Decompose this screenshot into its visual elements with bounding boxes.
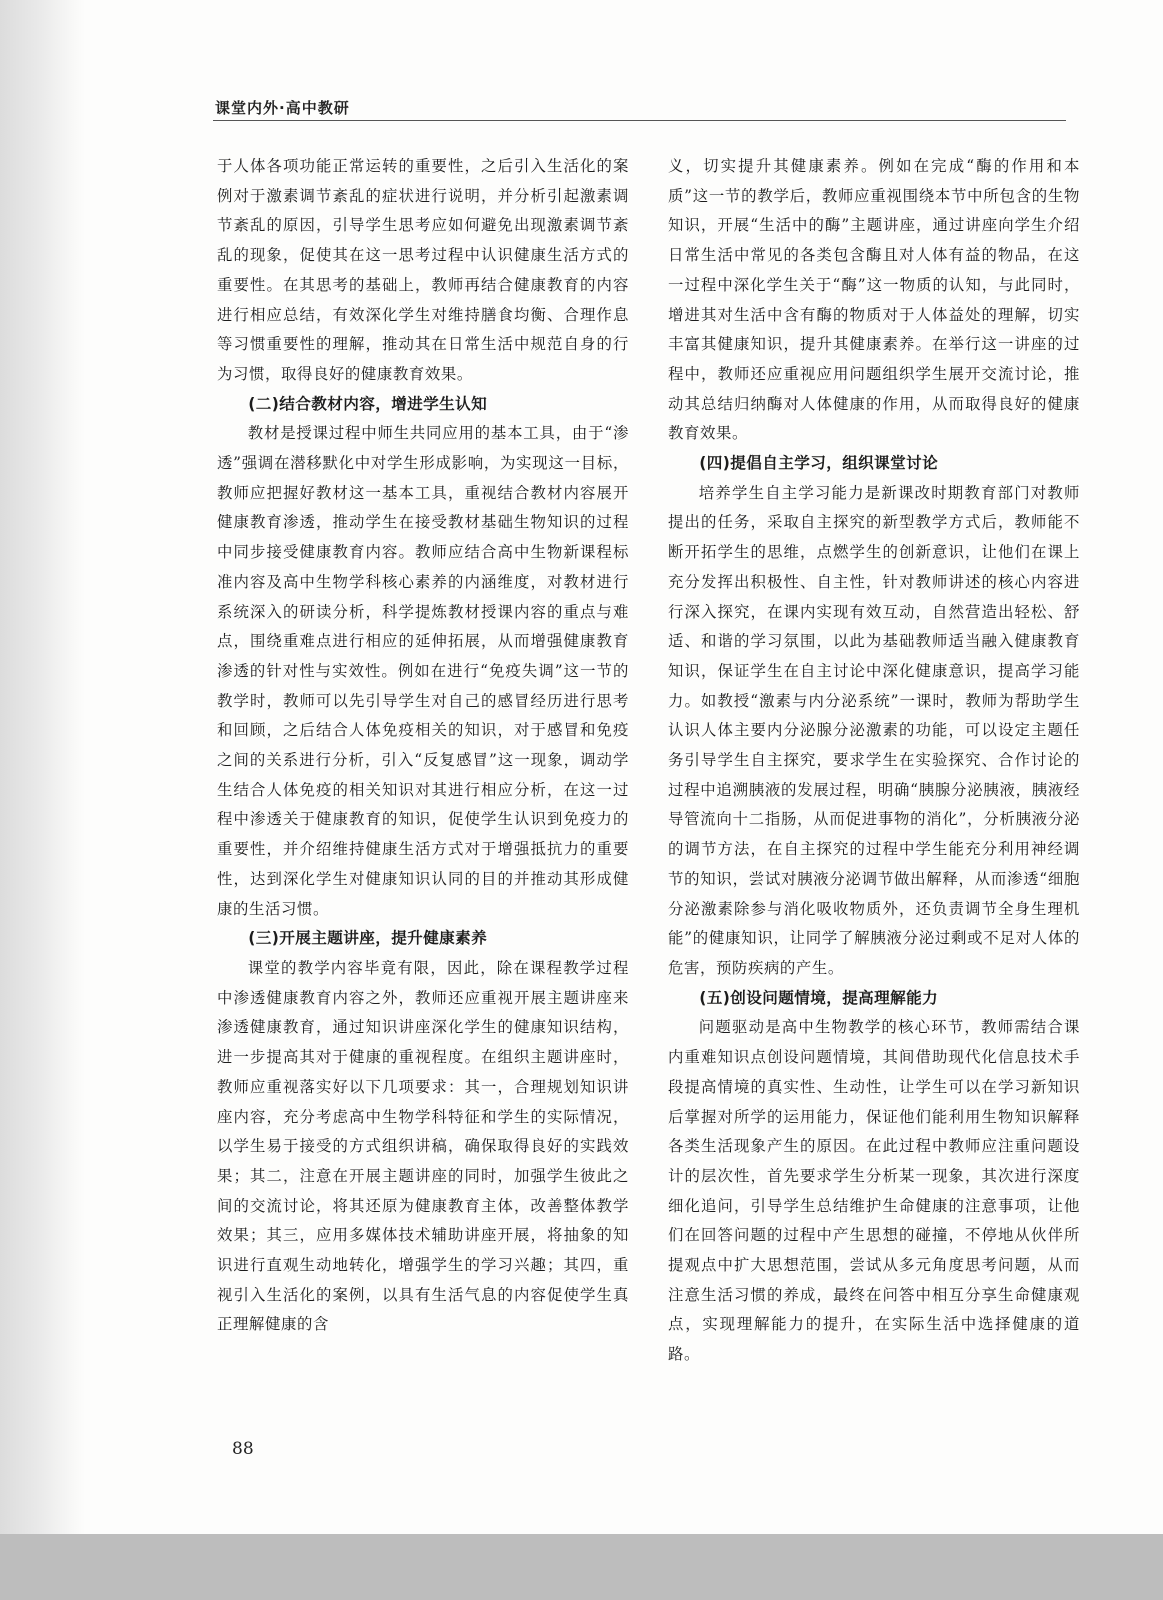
continued-paragraph: 于人体各项功能正常运转的重要性，之后引入生活化的案例对于激素调节紊乱的症状进行说明，并分析引起激素调节紊乱的原因，引导学生思考应如何避免出现激素调节紊乱的现象，促使其在这一思考过程中认识健康生活方式的重要性。在其思考的基础上，教师再结合健康教育的内容进行相应总结，有效深化学生对维持膳食均衡、合理作息等习惯重要性的理解，推动其在日常生活中规范自身的行为习惯，取得良好的健康教育效果。 — [217, 157, 629, 383]
continued-paragraph: 义，切实提升其健康素养。例如在完成“酶的作用和本质”这一节的教学后，教师应重视围绕本节中所包含的生物知识，开展“生活中的酶”主题讲座，通过讲座向学生介绍日常生活中常见的各类包含酶且对人体有益的物品，在这一过程中深化学生关于“酶”这一物质的认知，与此同时，增进其对生活中含有酶的物质对于人体益处的理解，切实丰富其健康知识，提升其健康素养。在举行这一讲座的过程中，教师还应重视应用问题组织学生展开交流讨论，推动其总结归纳酶对人体健康的作用，从而取得良好的健康教育效果。 — [668, 157, 1080, 443]
scan-bottom-edge — [0, 1534, 1163, 1600]
section-3-paragraph: 课堂的教学内容毕竟有限，因此，除在课程教学过程中渗透健康教育内容之外，教师还应重视开展主题讲座来渗透健康教育，通过知识讲座深化学生的健康知识结构，进一步提高其对于健康的重视程度。在组织主题讲座时，教师应重视落实好以下几项要求：其一，合理规划知识讲座内容，充分考虑高中生物学科特征和学生的实际情况，以学生易于接受的方式组织讲稿，确保取得良好的实践效果；其二，注意在开展主题讲座的同时，加强学生彼此之间的交流讨论，将其还原为健康教育主体，改善整体教学效果；其三，应用多媒体技术辅助讲座开展，将抽象的知识进行直观生动地转化，增强学生的学习兴趣；其四，重视引入生活化的案例，以具有生活气息的内容促使学生真正理解健康的含 — [217, 958, 629, 1334]
section-heading-3: (三)开展主题讲座，提升健康素养 — [248, 929, 488, 948]
section-2-paragraph: 教材是授课过程中师生共同应用的基本工具，由于“渗透”强调在潜移默化中对学生形成影响，为实现这一目标，教师应把握好教材这一基本工具，重视结合教材内容展开健康教育渗透，推动学生在接受教材基础生物知识的过程中同步接受健康教育内容。教师应结合高中生物新课程标准内容及高中生物学科核心素养的内涵维度，对教材进行系统深入的研读分析，科学提炼教材授课内容的重点与难点，围绕重难点进行相应的延伸拓展，从而增强健康教育渗透的针对性与实效性。例如在进行“免疫失调”这一节的教学时，教师可以先引导学生对自己的感冒经历进行思考和回顾，之后结合人体免疫相关的知识，对于感冒和免疫之间的关系进行分析，引入“反复感冒”这一现象，调动学生结合人体免疫的相关知识对其进行相应分析，在这一过程中渗透关于健康教育的知识，促使学生认识到免疫力的重要性，并介绍维持健康生活方式对于增强抵抗力的重要性，达到深化学生对健康知识认同的目的并推动其形成健康的生活习惯。 — [217, 424, 629, 918]
section-heading-5: (五)创设问题情境，提高理解能力 — [699, 988, 939, 1007]
section-5-paragraph: 问题驱动是高中生物教学的核心环节，教师需结合课内重难知识点创设问题情境，其间借助现代化信息技术手段提高情境的真实性、生动性，让学生可以在学习新知识后掌握对所学的运用能力，保证他们能利用生物知识解释各类生活现象产生的原因。在此过程中教师应注重问题设计的层次性，首先要求学生分析某一现象，其次进行深度细化追问，引导学生总结维护生命健康的注意事项，让他们在回答问题的过程中产生思想的碰撞，不停地从伙伴所提观点中扩大思想范围，尝试从多元角度思考问题，从而注意生活习惯的养成，最终在问答中相互分享生命健康观点，实现理解能力的提升，在实际生活中选择健康的道路。 — [668, 1018, 1080, 1364]
scan-gutter-shadow — [0, 0, 85, 1600]
running-header-title: 课堂内外·高中教研 — [215, 99, 350, 117]
section-heading-4: (四)提倡自主学习，组织课堂讨论 — [699, 454, 939, 473]
section-4-paragraph: 培养学生自主学习能力是新课改时期教育部门对教师提出的任务，采取自主探究的新型教学方式后，教师能不断开拓学生的思维，点燃学生的创新意识，让他们在课上充分发挥出积极性、自主性，针对教师讲述的核心内容进行深入探究，在课内实现有效互动，自然营造出轻松、舒适、和谐的学习氛围，以此为基础教师适当融入健康教育知识，保证学生在自主讨论中深化健康意识，提高学习能力。如教授“激素与内分泌系统”一课时，教师为帮助学生认识人体主要内分泌腺分泌激素的功能，可以设定主题任务引导学生自主探究，要求学生在实验探究、合作讨论的过程中追溯胰液的发展过程，明确“胰腺分泌胰液，胰液经导管流向十二指肠，从而促进事物的消化”，分析胰液分泌的调节方法，在自主探究的过程中学生能充分利用神经调节的知识，尝试对胰液分泌调节做出解释，从而渗透“细胞分泌激素除参与消化吸收物质外，还负责调节全身生理机能”的健康知识，让同学了解胰液分泌过剩或不足对人体的危害，预防疾病的产生。 — [668, 483, 1080, 977]
header-rule — [213, 120, 1066, 121]
left-column — [217, 152, 629, 1340]
page-number: 88 — [232, 1439, 254, 1459]
section-heading-2: (二)结合教材内容，增进学生认知 — [248, 394, 488, 413]
right-column — [668, 152, 1080, 1370]
